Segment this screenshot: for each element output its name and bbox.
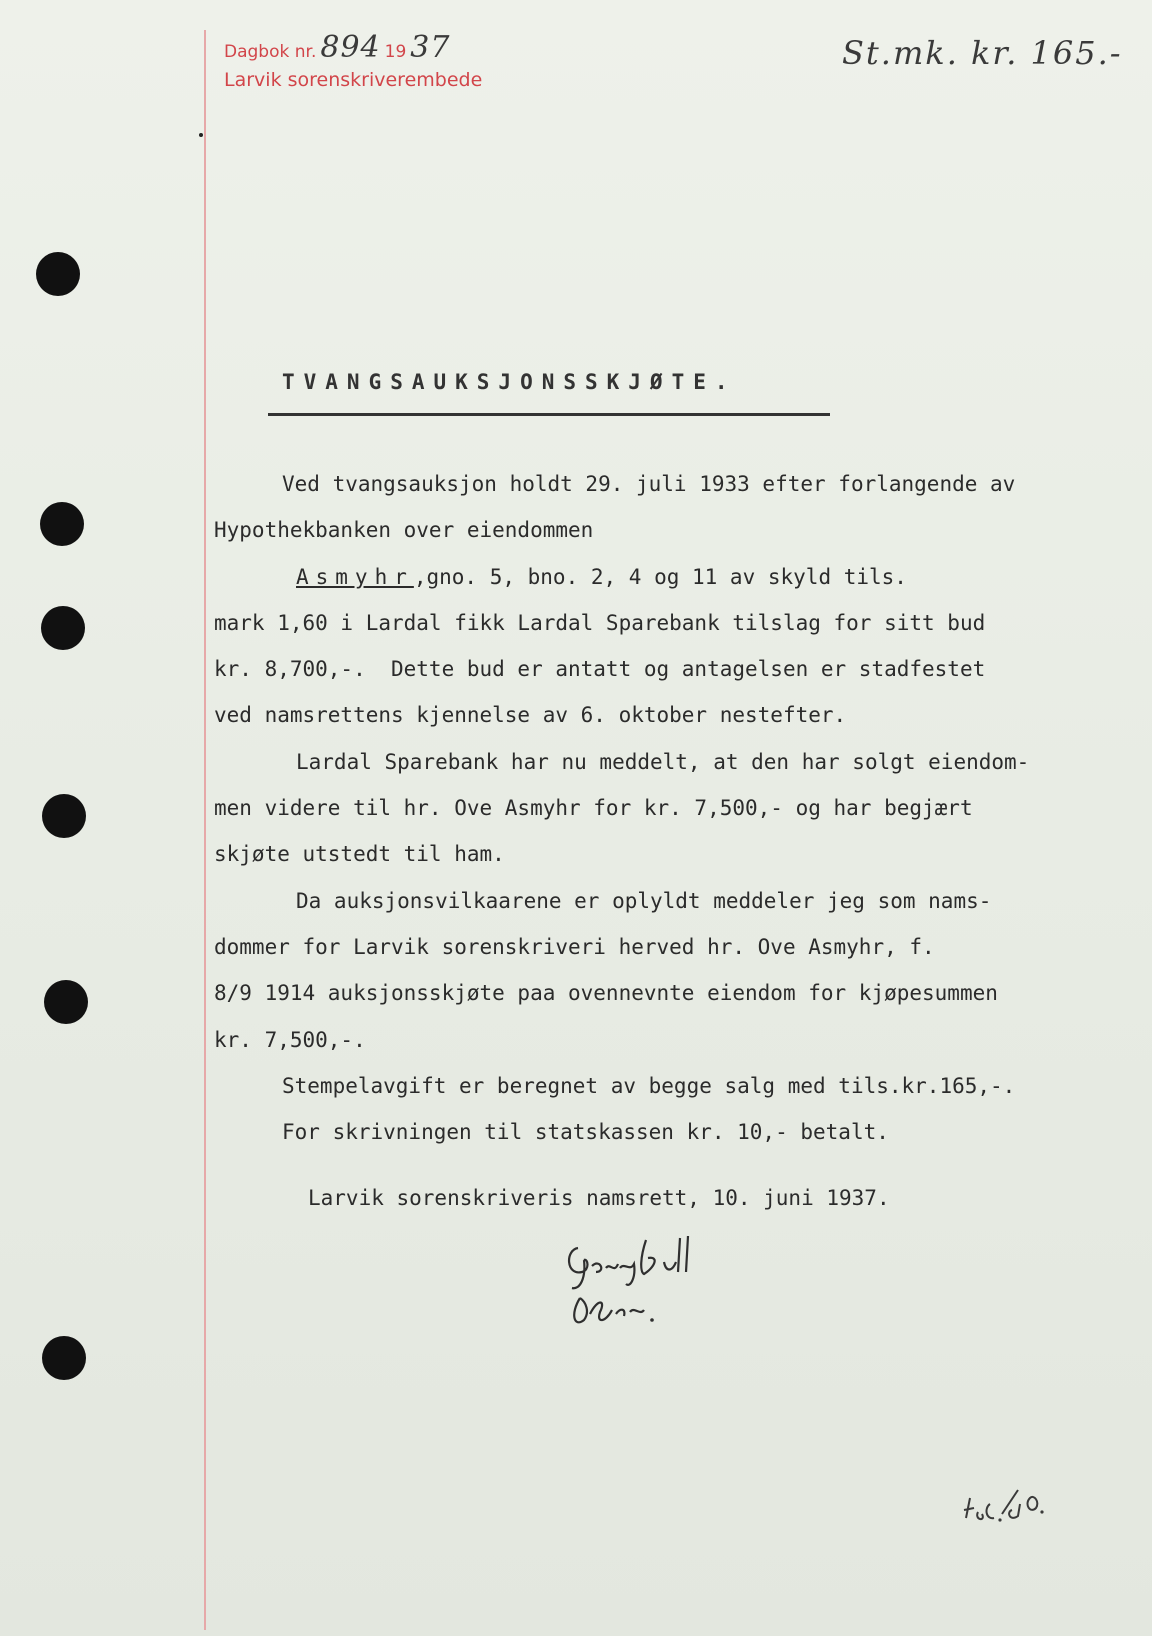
office-stamp: [224, 30, 482, 91]
body-line: [214, 554, 1094, 600]
punch-hole: [44, 980, 88, 1024]
body-line: skjøte utstedt til ham.: [214, 842, 505, 867]
body-line: Da auksjonsvilkaarene er oplyldt meddeler jeg som nams-: [296, 888, 992, 913]
body-line: For skrivningen til statskassen kr. 10,- betalt.: [282, 1120, 889, 1145]
body-line: kr. 7,500,-.: [214, 1027, 366, 1052]
office-name: Larvik sorenskriverembede: [224, 69, 483, 91]
punch-hole: [41, 606, 85, 650]
handwritten-fee-note: St.mk. kr. 165.-: [842, 34, 1123, 72]
body-line: dommer for Larvik sorenskriveri herved hr. Ove Asmyhr, f.: [214, 934, 935, 959]
document-body: [214, 461, 1094, 1155]
property-name: Asmyhr: [296, 564, 414, 589]
punch-hole: [40, 502, 84, 546]
punch-hole: [36, 252, 80, 296]
place-and-date: Larvik sorenskriveris namsrett, 10. juni 1937.: [308, 1186, 890, 1210]
body-line: men videre til hr. Ove Asmyhr for kr. 7,500,- og har begjært: [214, 796, 973, 821]
diary-number: 894: [320, 30, 381, 65]
property-details: ,gno. 5, bno. 2, 4 og 11 av skyld tils.: [413, 564, 907, 589]
year-printed: 19: [384, 42, 407, 62]
body-line: 8/9 1914 auksjonsskjøte paa ovennevnte eiendom for kjøpesummen: [214, 981, 998, 1006]
punch-hole: [42, 1336, 86, 1380]
punch-hole: [42, 794, 86, 838]
body-line: Lardal Sparebank har nu meddelt, at den har solgt eiendom-: [296, 749, 1030, 774]
document-title: TVANGSAUKSJONSSKJØTE.: [282, 370, 737, 394]
body-line: Ved tvangsauksjon holdt 29. juli 1933 efter forlangende av: [282, 472, 1016, 496]
body-line: Hypothekbanken over eiendommen: [214, 518, 594, 543]
body-line: ved namsrettens kjennelse av 6. oktober nestefter.: [214, 703, 847, 728]
body-line: mark 1,60 i Lardal fikk Lardal Sparebank tilslag for sitt bud: [214, 610, 986, 635]
ink-dot: [199, 133, 203, 137]
title-underline: [268, 413, 830, 416]
body-line: Stempelavgift er beregnet av begge salg med tils.kr.165,-.: [282, 1073, 1016, 1098]
body-line: kr. 8,700,-. Dette bud er antatt og antagelsen er stadfestet: [214, 657, 986, 682]
handwritten-initials: [960, 1484, 1060, 1534]
diary-number-line: [224, 30, 482, 65]
red-margin-line: [204, 30, 206, 1630]
handwritten-signature: [560, 1228, 730, 1338]
year-written: 37: [410, 30, 451, 65]
diary-label: Dagbok nr.: [224, 42, 317, 62]
